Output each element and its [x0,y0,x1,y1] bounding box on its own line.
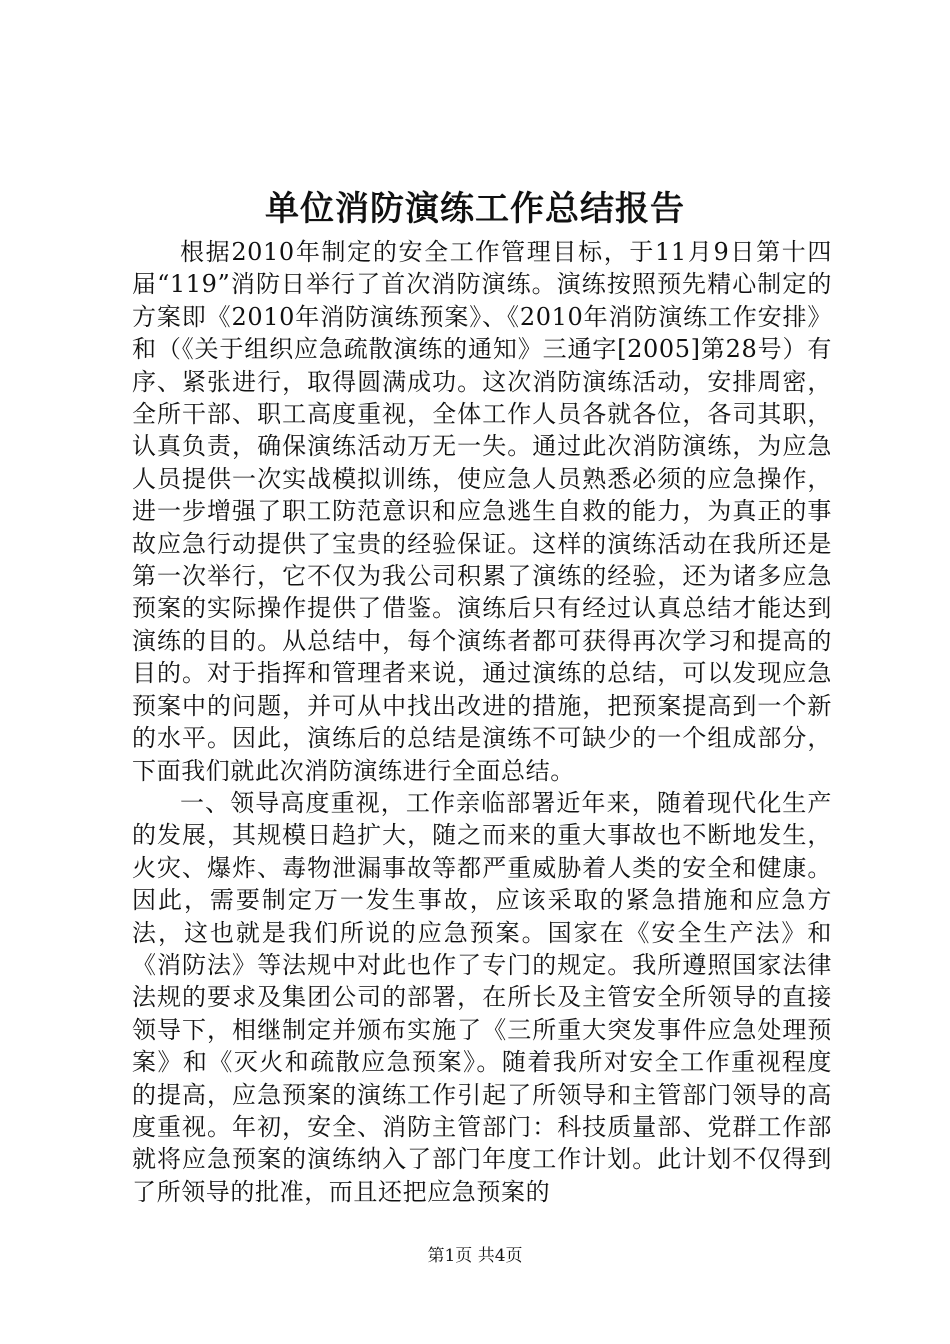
page-footer: 第1页 共4页 [427,1246,523,1266]
document-body [132,236,832,1208]
document-title: 单位消防演练工作总结报告 [265,189,685,229]
paragraph-intro: 根据2010年制定的安全工作管理目标，于11月9日第十四届“119”消防日举行了首次消防演练。演练按照预先精心制定的方案即《2010年消防演练预案》、《2010年消防演练工作安排》和（《关于组织应急疏散演练的通知》三通字[2005]第28号）有序、紧张进行，取得圆满成功。这次消防演练活动，安排周密，全所干部、职工高度重视，全体工作人员各就各位，各司其职，认真负责，确保演练活动万无一失。通过此次消防演练，为应急人员提供一次实战模拟训练，使应急人员熟悉必须的应急操作，进一步增强了职工防范意识和应急逃生自救的能力，为真正的事故应急行动提供了宝贵的经验保证。这样的演练活动在我所还是第一次举行，它不仅为我公司积累了演练的经验，还为诸多应急预案的实际操作提供了借鉴。演练后只有经过认真总结才能达到演练的目的。从总结中，每个演练者都可获得再次学习和提高的目的。对于指挥和管理者来说，通过演练的总结，可以发现应急预案中的问题，并可从中找出改进的措施，把预案提高到一个新的水平。因此，演练后的总结是演练不可缺少的一个组成部分，下面我们就此次消防演练进行全面总结。 [132,238,832,785]
paragraph-section-1: 一、领导高度重视，工作亲临部署近年来，随着现代化生产的发展，其规模日趋扩大，随之而来的重大事故也不断地发生，火灾、爆炸、毒物泄漏事故等都严重威胁着人类的安全和健康。因此，需要制定万一发生事故，应该采取的紧急措施和应急方法，这也就是我们所说的应急预案。国家在《安全生产法》和《消防法》等法规中对此也作了专门的规定。我所遵照国家法律法规的要求及集团公司的部署，在所长及主管安全所领导的直接领导下，相继制定并颁布实施了《三所重大突发事件应急处理预案》和《灭火和疏散应急预案》。随着我所对安全工作重视程度的提高，应急预案的演练工作引起了所领导和主管部门领导的高度重视。年初，安全、消防主管部门：科技质量部、党群工作部就将应急预案的演练纳入了部门年度工作计划。此计划不仅得到了所领导的批准，而且还把应急预案的 [132,788,832,1206]
